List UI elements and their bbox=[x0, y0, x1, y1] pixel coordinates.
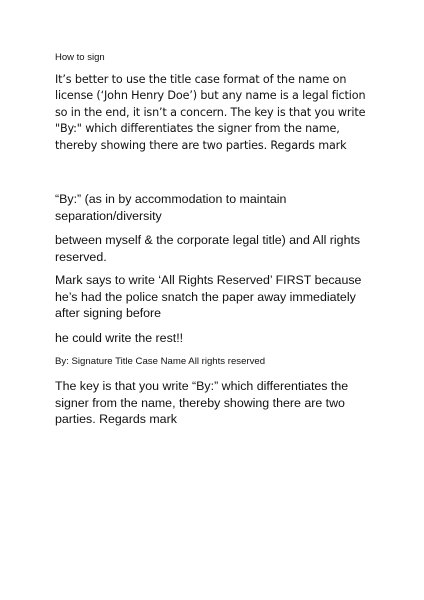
document-heading: How to sign bbox=[55, 52, 105, 63]
by-accommodation-paragraph: “By:” (as in by accommodation to maintain separation/diversity bbox=[55, 192, 287, 223]
signature-format-line: By: Signature Title Case Name All rights reserved bbox=[55, 356, 266, 367]
intro-paragraph: It’s better to use the title case format of the name on license (‘John Henry Doe’) but any name is a legal fiction so in the end, it isn’t a concern. The key is that you write "By:" which differentiates the signer from the name, thereby showing there are two parties. Regards mark bbox=[55, 73, 366, 152]
key-paragraph: The key is that you write “By:” which differentiates the signer from the name, thereby showing there are two parties. Regards mark bbox=[55, 379, 349, 426]
corporate-title-paragraph: between myself & the corporate legal title) and All rights reserved. bbox=[55, 233, 361, 264]
write-rest-paragraph: he could write the rest!! bbox=[55, 331, 184, 345]
mark-says-paragraph: Mark says to write ‘All Rights Reserved’ FIRST because he’s had the police snatch the paper away immediately after signing before bbox=[55, 273, 362, 320]
